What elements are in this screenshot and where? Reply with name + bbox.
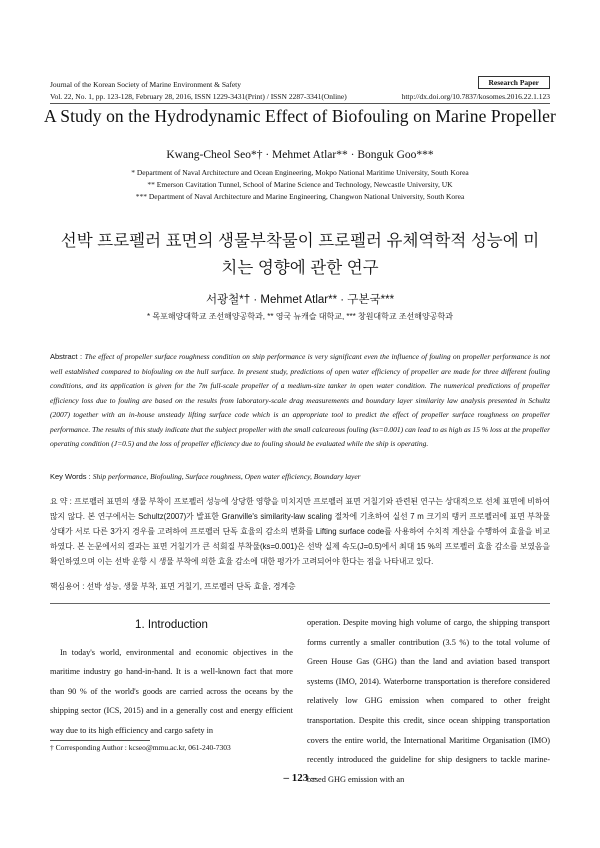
corresponding-author-footnote: † Corresponding Author : kcseo@mmu.ac.kr, 061-240-7303 [50,743,231,752]
right-column-text: operation. Despite moving high volume of cargo, the shipping transport forms currently a smaller contribution (3.5 %) to the total volume of Green House Gas (GHG) than the land and aviation based transport systems (IMO, 2014). Waterborne transportation is therefore considered relatively low GHG emission when compared to other freight transportation. Despite this credit, since ocean shipping transportation covers the entire world, the International Maritime Organisation (IMO) recently introduced the guideline for ship designers to tackle marine-based GHG emission with an [307,618,550,784]
korean-abstract [50,494,550,569]
keywords-label: Key Words : [50,472,93,481]
korean-abstract-text: 프로펠러 표면의 생물 부착이 프로펠러 성능에 상당한 영향을 미치지만 프로펠러 표면 거칠기와 관련된 연구는 상대적으로 선체 표면에 비하여 많지 않다. 본 연구에서는 Schultz(2007)가 발표한 Granville's similarity-law scaling 절차에 기초하여 실선 7 m 크기의 탱커 프로펠러에 표면 부착물 상태가 서로 다른 3가지 경우를 고려하여 프로펠러 단독 효율의 감소의 변화를 Lifting surface code를 사용하여 수치적 계산을 수행하여 효율을 비교하였다. 본 논문에서의 결과는 표면 거칠기가 큰 석회질 부착물(ks=0.001)은 선박 실제 속도(J=0.5)에서 최대 15 %의 프로펠러 효율 감소를 보였음을 확인하였으며 이는 선박 운항 시 생물 부착에 의한 효율 감소에 대한 평가가 고려되어야 한다는 점을 나타내고 있다. [50,497,550,566]
section-heading: 1. Introduction [135,619,208,631]
korean-authors: 서광철*† · Mehmet Atlar** · 구본국*** [205,294,395,306]
korean-abstract-label: 요 약 : [50,497,75,506]
volume-info: Vol. 22, No. 1, pp. 123-128, February 28, 2016, ISSN 1229-3431(Print) / ISSN 2287-3341(Online) [50,92,347,101]
korean-keywords-text: 선박 성능, 생물 부착, 표면 거칠기, 프로펠러 단독 효율, 경계층 [86,582,296,591]
abstract-label: Abstract : [50,352,85,361]
affiliation-2: ** Emerson Cavitation Tunnel, School of Marine Science and Technology, Newcastle University, UK [147,180,453,189]
left-column-text: In today's world, environmental and economic objectives in the maritime industry go hand-in-hand. It is a well-known fact that more than 90 % of the world's goods are carried across the oceans by the shipping sector (ICS, 2015) and in a generally cost and energy efficient way due to its high efficiency and cargo safety in [50,648,293,735]
page-number: – 123 – [283,772,317,784]
abstract-text: The effect of propeller surface roughness condition on ship performance is very significant even the influence of fouling on propeller performance is not well established compared to biofouling on the hull surface. In present study, predictions of open water efficiency of propeller are made for three different fouling conditions, and its application is given for the 7m full-scale propeller of a medium-size tanker in open water condition. The numerical predictions of propeller efficiency loss due to fouling are based on the results from laboratory-scale drag measurements and boundary layer similarity law analysis presented in Schultz (2007) together with an in-house unsteady lifting surface code which is an appropriate tool to predict the effect of propeller surface roughness on propeller performance. The results of this study indicate that the subject propeller with the small calcareous fouling (ks=0.001) can lead to as high as 15 % loss at the propeller operating condition (J=0.5) and the loss of propeller efficiency due to fouling should be evaluated while the ship is operating. [50,352,551,448]
korean-keywords-label: 핵심용어 : [50,582,87,591]
abstract [50,350,550,452]
authors: Kwang-Cheol Seo*† · Mehmet Atlar** · Bonguk Goo*** [166,149,434,161]
affiliation-3: *** Department of Naval Architecture and Marine Engineering, Changwon National University, South Korea [135,192,465,201]
footnote-rule [50,740,150,741]
paper-title: A Study on the Hydrodynamic Effect of Biofouling on Marine Propeller [44,106,556,126]
keywords-text: Ship performance, Biofouling, Surface roughness, Open water efficiency, Boundary layer [92,472,361,481]
korean-affiliation: * 목포해양대학교 조선해양공학과, ** 영국 뉴캐슬 대학교, *** 창원대학교 조선해양공학과 [147,312,453,321]
header-rule [50,103,550,104]
section-divider [50,603,550,604]
affiliation-1: * Department of Naval Architecture and Ocean Engineering, Mokpo National Maritime University, South Korea [131,168,469,177]
doi-link[interactable]: http://dx.doi.org/10.7837/kosomes.2016.22.1.123 [401,92,550,101]
keywords [50,470,550,485]
korean-keywords [50,580,550,595]
korean-title: 선박 프로펠러 표면의 생물부착물이 프로펠러 유체역학적 성능에 미치는 영향에 관한 연구 [60,232,540,277]
research-paper-badge: Research Paper [478,76,550,89]
journal-name: Journal of the Korean Society of Marine Environment & Safety [50,80,241,89]
